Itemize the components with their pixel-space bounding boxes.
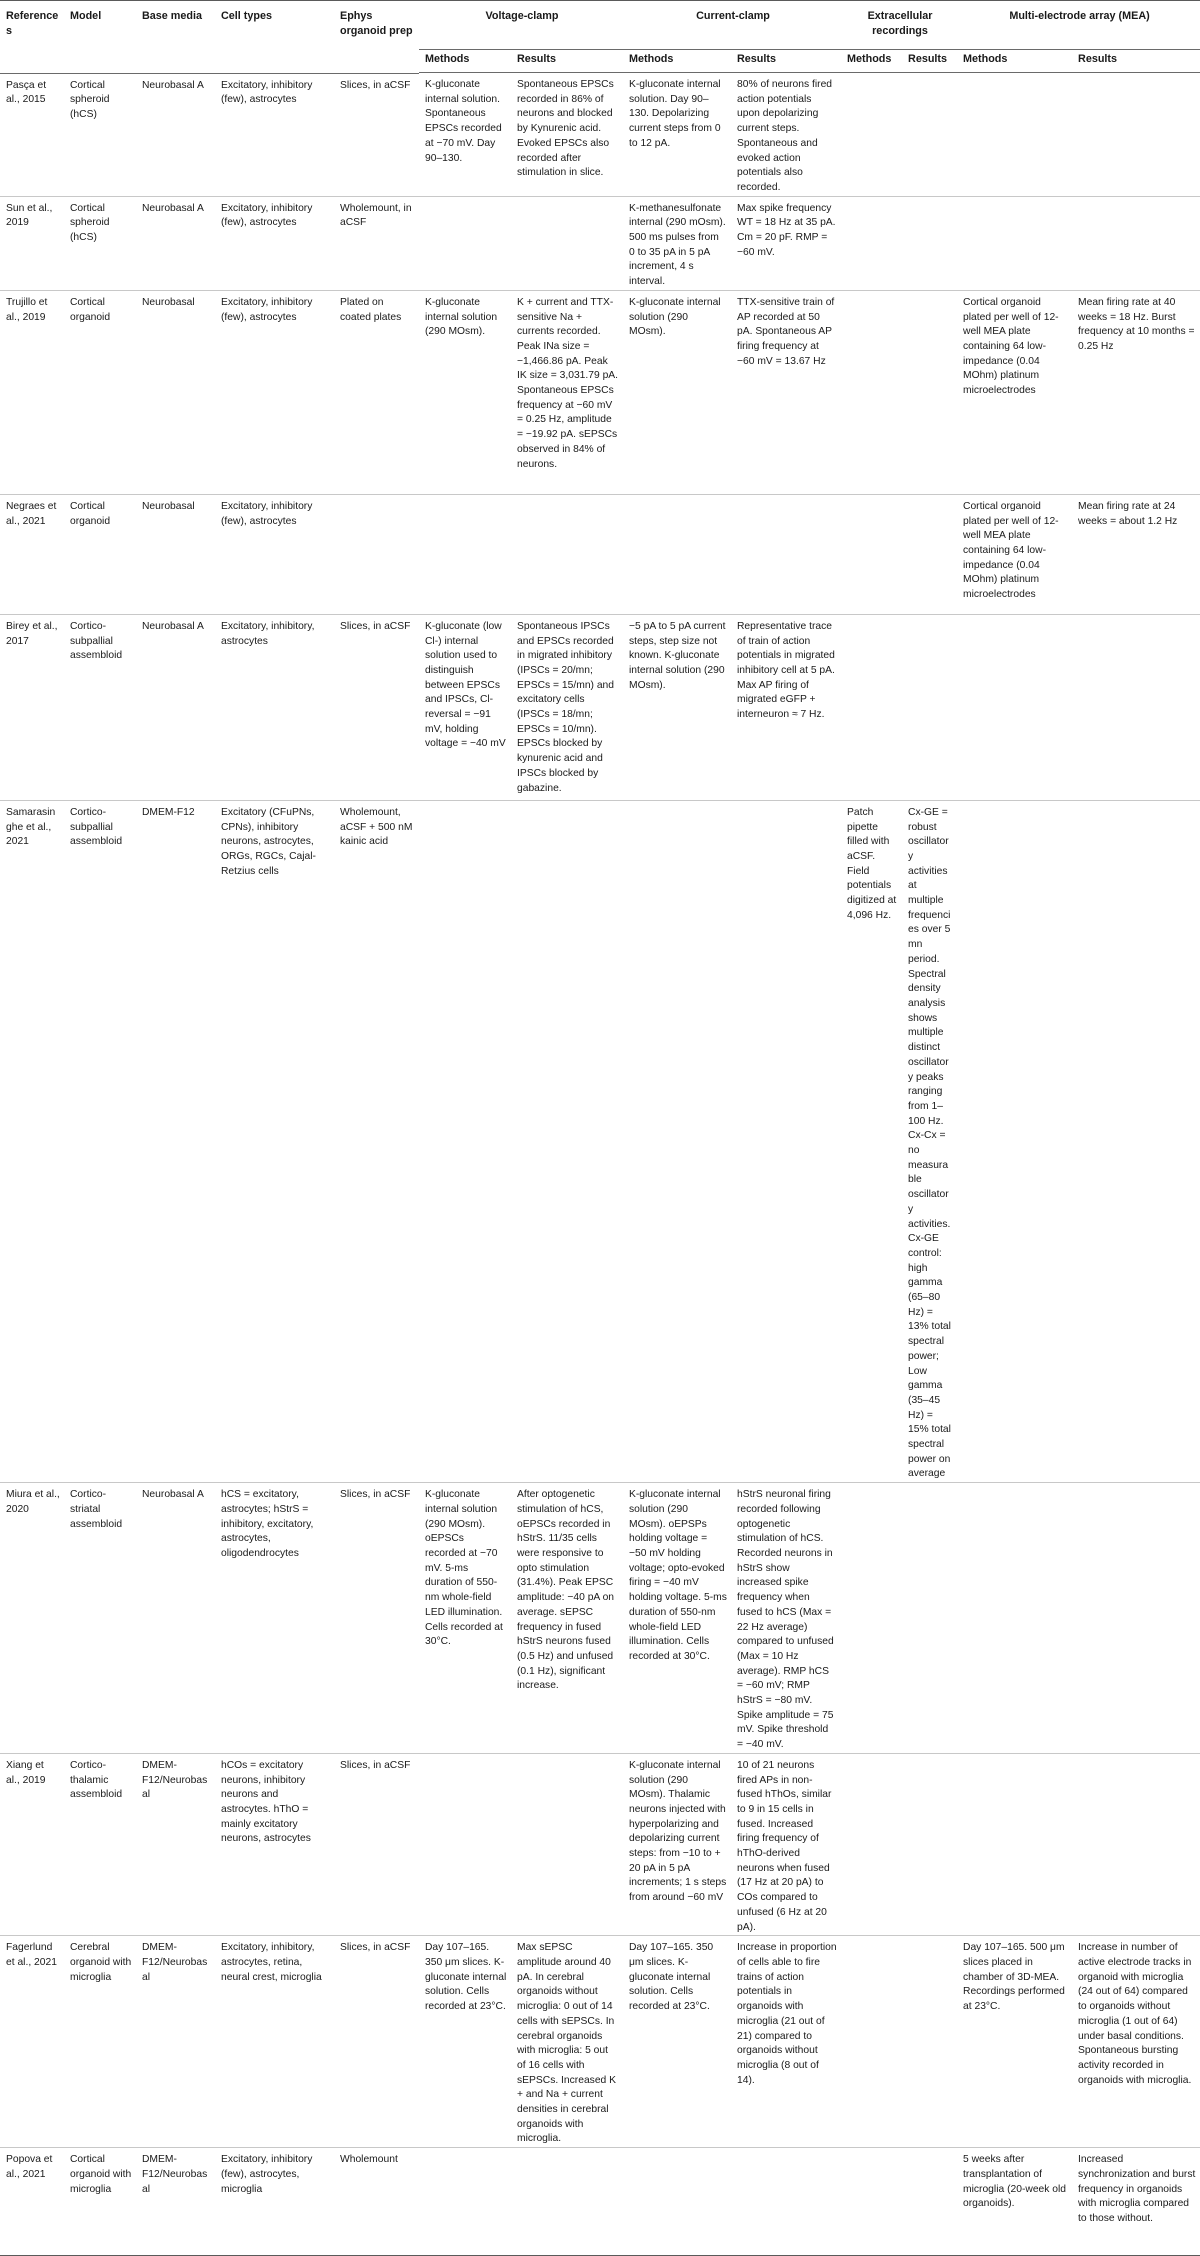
col-base-media: Base media xyxy=(136,1,215,73)
cell-cell-types: Excitatory (CFuPNs, CPNs), inhibitory neurons, astrocytes, ORGs, RGCs, Cajal-Retzius cells xyxy=(215,800,334,1482)
vc-results-header: Results xyxy=(511,50,623,73)
cell-ex-methods xyxy=(841,196,902,290)
cell-mea-results: Mean firing rate at 40 weeks = 18 Hz. Burst frequency at 10 months = 0.25 Hz xyxy=(1072,290,1200,494)
cell-ephys-prep: Plated on coated plates xyxy=(334,290,419,494)
cell-ephys-prep: Wholemount, aCSF + 500 nM kainic acid xyxy=(334,800,419,1482)
cell-mea-results: Mean firing rate at 24 weeks = about 1.2 Hz xyxy=(1072,494,1200,614)
cell-reference: Xiang et al., 2019 xyxy=(0,1753,64,1935)
cell-base-media: Neurobasal A xyxy=(136,614,215,800)
cell-mea-methods xyxy=(957,73,1072,196)
cell-model: Cerebral organoid with microglia xyxy=(64,1936,136,2148)
cell-cc-methods: −5 pA to 5 pA current steps, step size not known. K-gluconate internal solution (290 MOsm). xyxy=(623,614,731,800)
cell-mea-methods: 5 weeks after transplantation of microglia (20-week old organoids). xyxy=(957,2148,1072,2256)
cell-mea-methods: Cortical organoid plated per well of 12-well MEA plate containing 64 low-impedance (0.04 MOhm) platinum microelectrodes xyxy=(957,290,1072,494)
cell-ephys-prep: Wholemount xyxy=(334,2148,419,2256)
cc-methods-header: Methods xyxy=(623,50,731,73)
cell-reference: Samarasinghe et al., 2021 xyxy=(0,800,64,1482)
cell-mea-methods xyxy=(957,1483,1072,1754)
cell-vc-methods: Day 107–165. 350 μm slices. K-gluconate internal solution. Cells recorded at 23°C. xyxy=(419,1936,511,2148)
cell-cell-types: Excitatory, inhibitory (few), astrocytes xyxy=(215,290,334,494)
cell-mea-methods: Day 107–165. 500 μm slices placed in chamber of 3D-MEA. Recordings performed at 23°C. xyxy=(957,1936,1072,2148)
cc-results-header: Results xyxy=(731,50,841,73)
cell-vc-methods xyxy=(419,800,511,1482)
ex-methods-header: Methods xyxy=(841,50,902,73)
cell-base-media: DMEM-F12/Neurobasal xyxy=(136,1753,215,1935)
cell-reference: Birey et al., 2017 xyxy=(0,614,64,800)
cell-cc-results: TTX-sensitive train of AP recorded at 50 pA. Spontaneous AP firing frequency at −60 mV = 13.67 Hz xyxy=(731,290,841,494)
cell-mea-results xyxy=(1072,800,1200,1482)
mea-methods-header: Methods xyxy=(957,50,1072,73)
cell-ephys-prep: Slices, in aCSF xyxy=(334,1753,419,1935)
cell-base-media: Neurobasal xyxy=(136,494,215,614)
table-row xyxy=(0,2148,1200,2256)
table-row xyxy=(0,196,1200,290)
cell-ex-methods: Patch pipette filled with aCSF. Field potentials digitized at 4,096 Hz. xyxy=(841,800,902,1482)
cell-base-media: DMEM-F12/Neurobasal xyxy=(136,2148,215,2256)
cell-ex-methods xyxy=(841,494,902,614)
cell-cell-types: hCS = excitatory, astrocytes; hStrS = inhibitory, excitatory, astrocytes, oligodendrocytes xyxy=(215,1483,334,1754)
cell-model: Cortico-thalamic assembloid xyxy=(64,1753,136,1935)
cell-vc-methods: K-gluconate internal solution. Spontaneous EPSCs recorded at −70 mV. Day 90–130. xyxy=(425,79,502,164)
cell-vc-results xyxy=(511,494,623,614)
group-current-clamp: Current-clamp xyxy=(623,1,841,50)
cell-ex-results: Cx-GE = robust oscillatory activities at multiple frequencies over 5 mn period. Spectral density analysis shows multiple distinct oscillatory peaks ranging from 1–100 Hz. Cx-Cx = no measurable oscillatory activities. Cx-GE control: high gamma (65–80 Hz) = 13% total spectral power; Low gamma (35–45 Hz) = 15% total spectral power on average xyxy=(902,800,957,1482)
cell-cc-methods: K-gluconate internal solution (290 MOsm). Thalamic neurons injected with hyperpolarizing and depolarizing current steps: from −10 to + 20 pA in 5 pA increments; 1 s steps from around −60 mV xyxy=(623,1753,731,1935)
cell-cell-types: Excitatory, inhibitory, astrocytes, retina, neural crest, microglia xyxy=(215,1936,334,2148)
cell-cell-types: Excitatory, inhibitory, astrocytes xyxy=(215,614,334,800)
cell-vc-results xyxy=(511,2148,623,2256)
cell-reference: Sun et al., 2019 xyxy=(0,196,64,290)
cell-cell-types: hCOs = excitatory neurons, inhibitory neurons and astrocytes. hThO = mainly excitatory neurons, astrocytes xyxy=(215,1753,334,1935)
cell-cc-methods: K-methanesulfonate internal (290 mOsm). 500 ms pulses from 0 to 35 pA in 5 pA increment, 4 s interval. xyxy=(623,196,731,290)
cell-cc-methods xyxy=(623,800,731,1482)
cell-cc-results: 80% of neurons fired action potentials upon depolarizing current steps. Spontaneous and evoked action potentials also recorded. xyxy=(737,79,833,193)
cell-mea-results xyxy=(1072,1753,1200,1935)
col-references: References xyxy=(0,1,64,73)
cell-cc-results: Increase in proportion of cells able to fire trains of action potentials in organoids with microglia (21 out of 21) compared to organoids without microglia (8 out of 14). xyxy=(731,1936,841,2148)
table-row xyxy=(0,1753,1200,1935)
cell-cc-methods: K-gluconate internal solution (290 MOsm). oEPSPs holding voltage = −50 mV holding voltage; opto-evoked firing = −40 mV holding voltage. 5-ms duration of 550-nm whole-field LED illumination. Cells recorded at 30°C. xyxy=(623,1483,731,1754)
cell-ex-results xyxy=(902,1753,957,1935)
cell-ex-results xyxy=(902,494,957,614)
cell-base-media: Neurobasal xyxy=(136,290,215,494)
cell-reference: Negraes et al., 2021 xyxy=(0,494,64,614)
cell-ephys-prep: Wholemount, in aCSF xyxy=(334,196,419,290)
cell-ephys-prep: Slices, in aCSF xyxy=(334,614,419,800)
col-ephys-prep: Ephys organoid prep xyxy=(334,1,419,73)
cell-vc-methods xyxy=(419,196,511,290)
cell-model: Cortical organoid xyxy=(64,494,136,614)
table-row xyxy=(0,614,1200,800)
cell-base-media: DMEM-F12 xyxy=(136,800,215,1482)
cell-ephys-prep: Slices, in aCSF xyxy=(340,79,411,91)
cell-cc-results: hStrS neuronal firing recorded following optogenetic stimulation of hCS. Recorded neurons in hStrS show increased spike frequency when fused to hCS (Max = 22 Hz average) compared to unfused (Max = 10 Hz average). RMP hCS = −60 mV; RMP hStrS = −80 mV. Spike amplitude = 75 mV. Spike threshold = −40 mV. xyxy=(731,1483,841,1754)
cell-ex-results xyxy=(902,614,957,800)
cell-cc-results xyxy=(731,800,841,1482)
cell-ephys-prep xyxy=(334,494,419,614)
cell-vc-results xyxy=(511,196,623,290)
table-row xyxy=(0,494,1200,614)
table-row xyxy=(0,290,1200,494)
cell-ex-results xyxy=(902,73,957,196)
cell-cc-results: Representative trace of train of action potentials in migrated inhibitory cell at 5 pA. Max AP firing of migrated eGFP + interneuron ≈ 7 Hz. xyxy=(731,614,841,800)
cell-ex-results xyxy=(902,196,957,290)
cell-model: Cortical spheroid (hCS) xyxy=(70,79,110,120)
mea-results-header: Results xyxy=(1072,50,1200,73)
cell-model: Cortical organoid xyxy=(64,290,136,494)
cell-cc-methods xyxy=(623,2148,731,2256)
cell-cc-methods xyxy=(623,494,731,614)
group-extracellular: Extracellular recordings xyxy=(841,1,957,50)
cell-vc-results: Max sEPSC amplitude around 40 pA. In cerebral organoids without microglia: 0 out of 14 cells with sEPSCs. In cerebral organoids with microglia: 5 out of 16 cells with sEPSCs. Increased K + and Na + current densities in cerebral organoids with microglia. xyxy=(511,1936,623,2148)
cell-model: Cortico-subpallial assembloid xyxy=(64,614,136,800)
cell-ex-results xyxy=(902,290,957,494)
table-row xyxy=(0,800,1200,1482)
cell-model: Cortico-subpallial assembloid xyxy=(64,800,136,1482)
cell-mea-methods: Cortical organoid plated per well of 12-well MEA plate containing 64 low-impedance (0.04 MOhm) platinum microelectrodes xyxy=(957,494,1072,614)
table-row xyxy=(0,1483,1200,1754)
cell-vc-methods: K-gluconate internal solution (290 MOsm). oEPSCs recorded at −70 mV. 5-ms duration of 550-nm whole-field LED illumination. Cells recorded at 30°C. xyxy=(419,1483,511,1754)
cell-reference: Popova et al., 2021 xyxy=(0,2148,64,2256)
cell-base-media: Neurobasal A xyxy=(136,196,215,290)
cell-ex-methods xyxy=(841,2148,902,2256)
cell-ephys-prep: Slices, in aCSF xyxy=(334,1936,419,2148)
cell-mea-methods xyxy=(957,614,1072,800)
cell-mea-results: Increased synchronization and burst frequency in organoids with microglia compared to those without. xyxy=(1072,2148,1200,2256)
cell-ex-results xyxy=(902,1483,957,1754)
cell-cc-methods: K-gluconate internal solution. Day 90–130. Depolarizing current steps from 0 to 12 pA. xyxy=(629,79,721,149)
cell-ex-methods xyxy=(841,1753,902,1935)
cell-ex-methods xyxy=(841,1483,902,1754)
cell-ephys-prep: Slices, in aCSF xyxy=(334,1483,419,1754)
cell-vc-results xyxy=(511,1753,623,1935)
cell-reference: Trujillo et al., 2019 xyxy=(0,290,64,494)
vc-methods-header: Methods xyxy=(419,50,511,73)
cell-ex-methods xyxy=(841,614,902,800)
cell-vc-results: Spontaneous IPSCs and EPSCs recorded in migrated inhibitory (IPSCs = 20/mn; EPSCs = 15/mn) and excitatory cells (IPSCs = 18/mn; EPSCs = 10/mn). EPSCs blocked by kynurenic acid and IPSCs blocked by gabazine. xyxy=(511,614,623,800)
col-model: Model xyxy=(64,1,136,73)
cell-model: Cortical organoid with microglia xyxy=(64,2148,136,2256)
cell-vc-methods: K-gluconate (low Cl-) internal solution used to distinguish between EPSCs and IPSCs, Cl-reversal = −91 mV, holding voltage = −40 mV xyxy=(419,614,511,800)
cell-cc-results xyxy=(731,494,841,614)
cell-cc-methods: K-gluconate internal solution (290 MOsm). xyxy=(623,290,731,494)
cell-mea-results xyxy=(1072,73,1200,196)
cell-mea-methods xyxy=(957,800,1072,1482)
col-cell-types: Cell types xyxy=(215,1,334,73)
cell-vc-methods xyxy=(419,494,511,614)
group-mea: Multi-electrode array (MEA) xyxy=(957,1,1200,50)
cell-base-media: Neurobasal A xyxy=(136,1483,215,1754)
cell-mea-results: Increase in number of active electrode tracks in organoid with microglia (24 out of 64) compared to organoids without microglia (1 out of 64) under basal conditions. Spontaneous bursting activity recorded in organoids with microglia. xyxy=(1072,1936,1200,2148)
cell-cc-results xyxy=(731,2148,841,2256)
cell-vc-methods xyxy=(419,2148,511,2256)
cell-vc-methods: K-gluconate internal solution (290 MOsm). xyxy=(419,290,511,494)
cell-cell-types: Excitatory, inhibitory (few), astrocytes xyxy=(221,79,313,106)
table-row xyxy=(0,73,1200,196)
table-row xyxy=(0,1936,1200,2148)
cell-ex-results xyxy=(902,2148,957,2256)
ex-results-header: Results xyxy=(902,50,957,73)
cell-mea-results xyxy=(1072,196,1200,290)
cell-vc-methods xyxy=(419,1753,511,1935)
cell-cc-methods: Day 107–165. 350 μm slices. K-gluconate internal solution. Cells recorded at 23°C. xyxy=(623,1936,731,2148)
cell-ex-results xyxy=(902,1936,957,2148)
cell-base-media: Neurobasal A xyxy=(142,79,204,91)
cell-mea-results xyxy=(1072,614,1200,800)
cell-model: Cortical spheroid (hCS) xyxy=(64,196,136,290)
cell-base-media: DMEM-F12/Neurobasal xyxy=(136,1936,215,2148)
cell-ex-methods xyxy=(841,1936,902,2148)
cell-cc-results: Max spike frequency WT = 18 Hz at 35 pA. Cm = 20 pF. RMP = −60 mV. xyxy=(731,196,841,290)
cell-cell-types: Excitatory, inhibitory (few), astrocytes xyxy=(215,494,334,614)
cell-reference: Pasça et al., 2015 xyxy=(6,79,47,106)
table-body xyxy=(0,73,1200,2256)
cell-mea-methods xyxy=(957,196,1072,290)
cell-vc-results xyxy=(511,800,623,1482)
cell-mea-results xyxy=(1072,1483,1200,1754)
cell-vc-results: K + current and TTX-sensitive Na + currents recorded. Peak INa size = −1,466.86 pA. Peak IK size = 3,031.79 pA. Spontaneous EPSCs frequency at −60 mV = 0.25 Hz, amplitude = −19.92 pA. sEPSCs observed in 84% of neurons. xyxy=(511,290,623,494)
group-voltage-clamp: Voltage-clamp xyxy=(419,1,623,50)
cell-vc-results: After optogenetic stimulation of hCS, oEPSCs recorded in hStrS. 11/35 cells were responsive to opto stimulation (31.4%). Peak EPSC amplitude: −40 pA on average. sEPSC frequency in fused hStrS neurons fused (0.5 Hz) and unfused (0.1 Hz), significant increase. xyxy=(511,1483,623,1754)
cell-reference: Miura et al., 2020 xyxy=(0,1483,64,1754)
cell-cc-results: 10 of 21 neurons fired APs in non-fused hThOs, similar to 9 in 15 cells in fused. Increased firing frequency of hThO-derived neurons when fused (17 Hz at 20 pA) to COs compared to unfused (6 Hz at 20 pA). xyxy=(731,1753,841,1935)
cell-cell-types: Excitatory, inhibitory (few), astrocytes, microglia xyxy=(215,2148,334,2256)
cell-cell-types: Excitatory, inhibitory (few), astrocytes xyxy=(215,196,334,290)
cell-model: Cortico-striatal assembloid xyxy=(64,1483,136,1754)
table-header xyxy=(0,1,1200,74)
cell-reference: Fagerlund et al., 2021 xyxy=(0,1936,64,2148)
cell-mea-methods xyxy=(957,1753,1072,1935)
cell-ex-methods xyxy=(841,73,902,196)
cell-vc-results: Spontaneous EPSCs recorded in 86% of neurons and blocked by Kynurenic acid. Evoked EPSCs also recorded after stimulation in slice. xyxy=(517,79,614,179)
cell-ex-methods xyxy=(841,290,902,494)
